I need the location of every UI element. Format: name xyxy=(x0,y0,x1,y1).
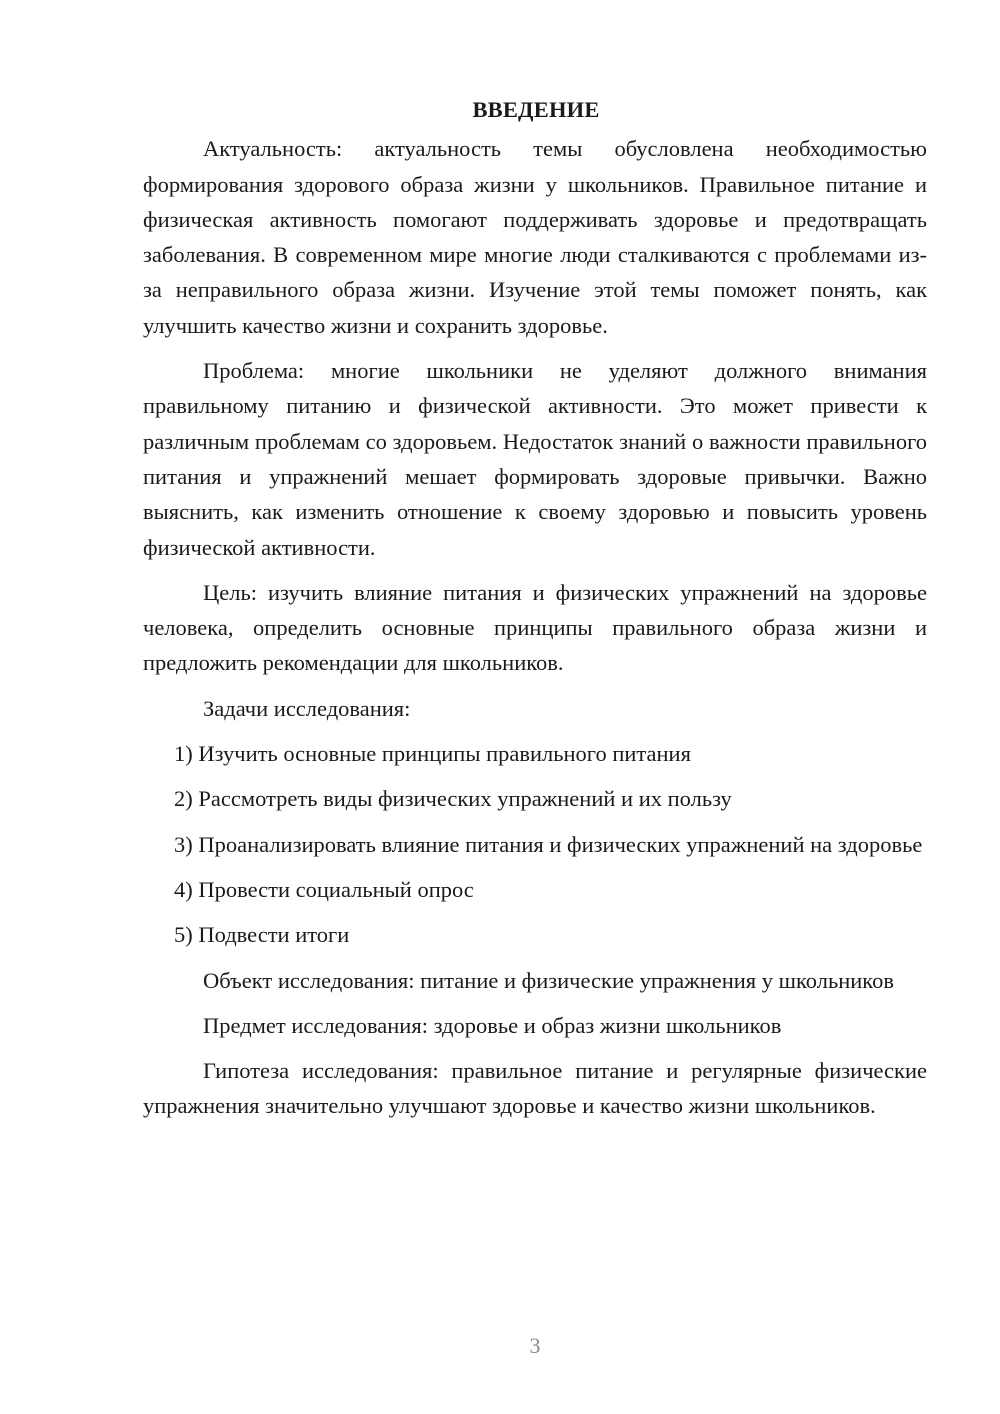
page-number: 3 xyxy=(529,1333,541,1358)
list-item: 1) Изучить основные принципы правильного питания xyxy=(174,741,691,767)
paragraph-subject: Предмет исследования: здоровье и образ жизни школьников xyxy=(203,1012,782,1038)
paragraph-hypothesis: Гипотеза исследования: правильное питание и регулярные физические упражнения значительно улучшают здоровье и качество жизни школьников. xyxy=(143,1058,927,1119)
section-heading: ВВЕДЕНИЕ xyxy=(472,97,600,122)
list-item: 4) Провести социальный опрос xyxy=(174,876,474,902)
paragraph-object: Объект исследования: питание и физические упражнения у школьников xyxy=(203,967,894,993)
tasks-heading: Задачи исследования: xyxy=(203,695,411,721)
tasks-list xyxy=(143,736,927,952)
paragraph-relevance: Актуальность: актуальность темы обусловлена необходимостью формирования здорового образа жизни у школьников. Правильное питание и физическая активность помогают поддерживать здоровье и предотвращать заболевания. В современном мире многие люди сталкиваются с проблемами из-за неправильного образа жизни. Изучение этой темы поможет понять, как улучшить качество жизни и сохранить здоровье. xyxy=(143,136,927,338)
list-item: 3) Проанализировать влияние питания и физических упражнений на здоровье xyxy=(174,831,923,857)
paragraph-problem: Проблема: многие школьники не уделяют должного внимания правильному питанию и физической активности. Это может привести к различным проблемам со здоровьем. Недостаток знаний о важности правильного питания и упражнений мешает формировать здоровые привычки. Важно выяснить, как изменить отношение к своему здоровью и повысить уровень физической активности. xyxy=(143,358,927,560)
list-item: 2) Рассмотреть виды физических упражнений и их пользу xyxy=(174,786,732,812)
paragraph-goal: Цель: изучить влияние питания и физических упражнений на здоровье человека, определить основные принципы правильного образа жизни и предложить рекомендации для школьников. xyxy=(143,579,927,676)
document-body xyxy=(143,92,927,1134)
list-item: 5) Подвести итоги xyxy=(174,922,350,948)
